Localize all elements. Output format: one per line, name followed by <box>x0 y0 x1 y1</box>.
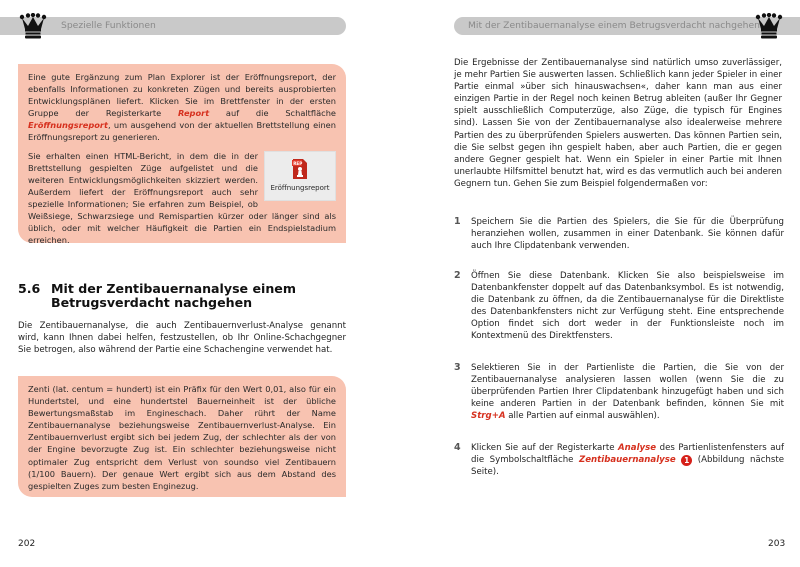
step-1 <box>454 216 784 252</box>
page-number-left: 202 <box>18 539 36 549</box>
info-paragraph-2: REP Eröffnungsreport Sie erhalten einen HTML-Bericht, in dem die in der Brettstellung gespielten Züge aufgelistet und die weiteren Entwicklungsmöglichkeiten skizziert werden. Außerdem liefert der Eröffnungsreport auch sehr spezielle Informationen; Sie erfahren zum Beispiel, ob Weißsiege, Schwarzsiege und Remispartien kürzer oder länger sind als üblich, oder mit welcher Häufigkeit die Partien ein Endspielstadium erreichen. <box>28 150 336 246</box>
step-number: 1 <box>454 216 461 227</box>
report-document-icon <box>291 158 309 180</box>
step-text: Speichern Sie die Partien des Spielers, die Sie für die Überprüfung heranziehen wollen, zusammen in einer Datenbank. Sie können dafür auch Ihre Clipdatenbank verwenden. <box>471 217 784 252</box>
step-text: Öffnen Sie diese Datenbank. Klicken Sie also beispielsweise im Datenbankfenster doppelt auf das Datenbanksymbol. Es ist notwendig, die Datenbank zu öffnen, da die Zentibauernanalyse für die Direktliste des Datenbankfensters nicht zur Verfügung steht. Eine entsprechende Option findet sich dort weder in der Funktionsleiste noch im Kontextmenü des Direktfensters. <box>471 271 784 342</box>
left-body-paragraph: Die Zentibauernanalyse, die auch Zentibauernverlust-Analyse genannt wird, kann Ihnen dabei helfen, festzustellen, ob Ihr Online-Schachgegner Sie betrogen, also während der Partie eine Schachengine verwendet hat. <box>18 321 346 356</box>
callout-badge: 1 <box>681 455 692 466</box>
eroeffnungsreport-button-image <box>264 151 336 201</box>
step-number: 2 <box>454 270 461 281</box>
step-2 <box>454 270 784 343</box>
section-number: 5.6 <box>18 281 41 296</box>
zenti-explanation: Zenti (lat. centum = hundert) ist ein Präfix für den Wert 0,01, also für ein Hundertstel, und eine hundertstel Bauerneinheit ist der übliche Bewertungsmaßstab im Engineschach. Daher rührt der Name Zentibauernanalyse beziehungsweise Zentibauernverlust-Analyse. Ein Zentibauernverlust ergibt sich bei jedem Zug, der schlechter als der von der Engine bevorzugte Zug ist. Ein schlechter beziehungsweise nicht optimaler Zug entspricht dem Verlust von soundso viel Zentibauern (1/100 Bauern). Der genaue Wert ergibt sich aus dem Abstand des gespielten Zuges zum besten Enginezug. <box>28 384 336 491</box>
step-4 <box>454 442 784 478</box>
key-a: A <box>498 411 506 422</box>
running-header-right: Mit der Zentibauernanalyse einem Betrugsverdacht nachgehen <box>454 17 800 35</box>
section-heading <box>18 282 348 309</box>
right-body-paragraph: Die Ergebnisse der Zentibauernanalyse sind natürlich umso zuverlässiger, je mehr Partien Sie auswerten lassen. Schließlich kann jeder Spieler in einer Partie einmal »über sich hinauswachsen«, daher kann man aus einer einzigen Partie in der Regel noch keinen Betrug ableiten (außer Ihr Gegner spielt ausschließlich Computerzüge, also Züge, die typisch für Engines sind). Lassen Sie von der Zentibauernanalyse also idealerweise mehrere Partien des zu überprüfenden Spielers auswerten. Das können Partien sein, die Sie selbst gegen ihn gespielt haben, aber auch Partien, die er gegen andere Gegner gespielt hat. Wenn ein Spieler in einer Partie mit Ihnen unerlaubte Hilfsmittel benutzt hat, wird es das vermutlich auch bei anderen Gegnern tun. Gehen Sie zum Beispiel folgendermaßen vor: <box>454 58 782 189</box>
queen-crown-icon <box>19 13 47 39</box>
queen-crown-icon <box>755 13 783 39</box>
ui-term-report: Report <box>178 108 210 119</box>
info-box-zenti <box>18 376 346 497</box>
section-title: Mit der Zentibauernanalyse einem Betrugsverdacht nachgehen <box>51 281 296 310</box>
page-number-right: 203 <box>768 539 786 549</box>
svg-text:REP: REP <box>293 160 303 166</box>
ui-term-analyse: Analyse <box>618 443 657 453</box>
info-paragraph-1: Eine gute Ergänzung zum Plan Explorer ist der Eröffnungsreport, der ebenfalls Informationen zu konkreten Zügen und bereits ausprobierten Entwicklungsplänen liefert. Klicken Sie im Brettfenster in der ersten Gruppe der Registerkarte Report auf die Schaltfläche Eröffnungsreport, um ausgehend von der aktuellen Brettstellung einen Eröffnungsreport zu generieren. <box>28 72 336 143</box>
step-3 <box>454 362 784 422</box>
running-header-left: Spezielle Funktionen <box>0 17 346 35</box>
info-box-eroeffnungsreport <box>18 64 346 246</box>
ui-term-eroeffnungsreport: Eröffnungsreport <box>28 120 108 131</box>
step-text: Selektieren Sie in der Partienliste die Partien, die Sie von der Zentibauernanalyse analysieren lassen wollen (wenn Sie die zu überprüfenden Partien Ihrer Clipdatenbank hinzugefügt haben und sich keine anderen Partien in der Datenbank befinden, können Sie mit Strg+A alle Partien auf einmal auswählen). <box>471 363 784 422</box>
eroeffnungsreport-label: Eröffnungsreport <box>270 183 330 192</box>
key-strg: Strg <box>471 411 492 422</box>
ui-term-zentibauernanalyse: Zentibauernanalyse <box>579 455 676 466</box>
step-text: Klicken Sie auf der Registerkarte Analyse des Partienlistenfensters auf die Symbolschaltfläche Zentibauernanalyse 1 (Abbildung nächste Seite). <box>471 443 785 478</box>
step-number: 3 <box>454 362 461 373</box>
step-number: 4 <box>454 442 461 453</box>
